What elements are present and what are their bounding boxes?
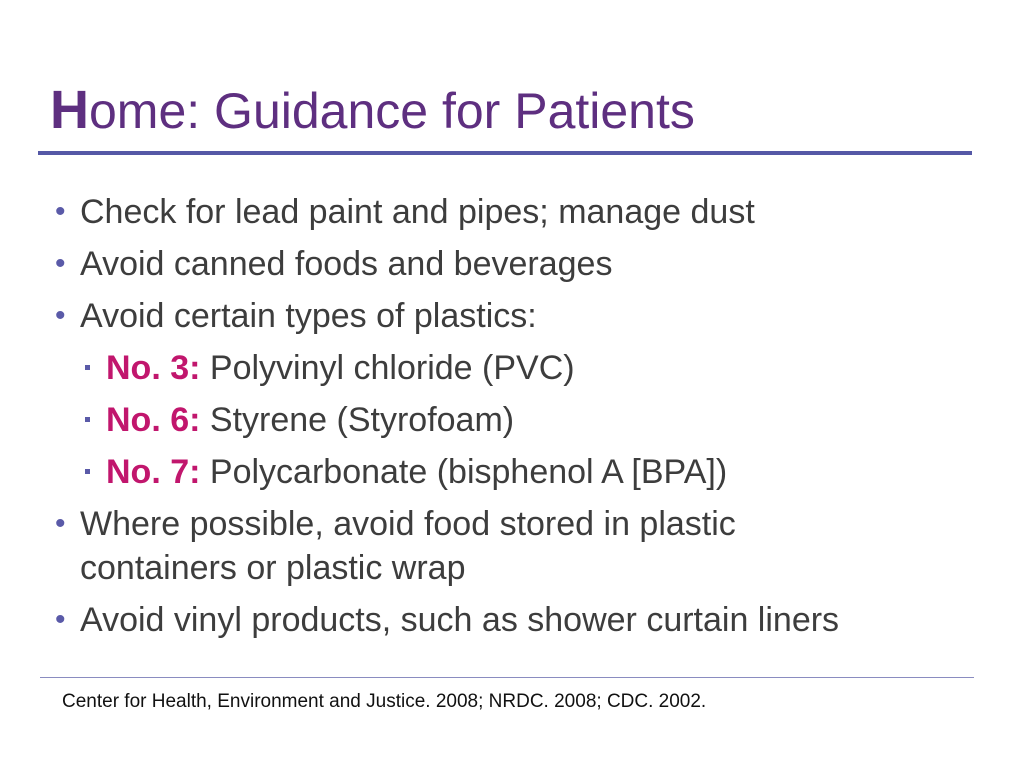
bullet-item-plastics xyxy=(55,294,1005,338)
plastic-number: No. 7: xyxy=(106,453,201,491)
plastic-number: No. 6: xyxy=(106,401,201,439)
title-divider xyxy=(38,151,972,155)
slide-title xyxy=(50,80,695,141)
bullet-text: Avoid vinyl products, such as shower curtain liners xyxy=(80,601,840,639)
bullet-list xyxy=(55,190,1005,642)
bullet-text-line-1: Where possible, avoid food stored in plastic xyxy=(80,505,736,543)
bullet-text: Avoid certain types of plastics: xyxy=(80,297,537,335)
bullet-text: Check for lead paint and pipes; manage dust xyxy=(80,193,755,231)
footer-divider xyxy=(40,677,974,678)
bullet-marker: • xyxy=(55,247,66,280)
bullet-item-plastic-containers xyxy=(55,502,1005,590)
sub-bullet-marker xyxy=(85,469,90,474)
plastic-description: Polycarbonate (bisphenol A [BPA]) xyxy=(209,453,728,491)
bullet-item-canned-foods xyxy=(55,242,1005,286)
sub-bullet-styrene xyxy=(55,398,1005,442)
sub-bullet-pvc xyxy=(55,346,1005,390)
bullet-text-line-2: containers or plastic wrap xyxy=(80,549,466,587)
bullet-marker: • xyxy=(55,195,66,228)
plastic-number: No. 3: xyxy=(106,349,201,387)
sub-bullet-marker xyxy=(85,365,90,370)
title-initial: H xyxy=(50,80,89,140)
bullet-marker: • xyxy=(55,603,66,636)
plastic-description: Styrene (Styrofoam) xyxy=(209,401,515,439)
title-rest: ome: Guidance for Patients xyxy=(89,83,695,139)
bullet-item-lead-paint xyxy=(55,190,1005,234)
bullet-text: Avoid canned foods and beverages xyxy=(80,245,613,283)
bullet-marker: • xyxy=(55,299,66,332)
bullet-item-vinyl xyxy=(55,598,1005,642)
citation-text: Center for Health, Environment and Justice. 2008; NRDC. 2008; CDC. 2002. xyxy=(62,691,707,712)
sub-bullet-marker xyxy=(85,417,90,422)
plastic-description: Polyvinyl chloride (PVC) xyxy=(209,349,575,387)
bullet-marker: • xyxy=(55,507,66,540)
sub-bullet-polycarbonate xyxy=(55,450,1005,494)
